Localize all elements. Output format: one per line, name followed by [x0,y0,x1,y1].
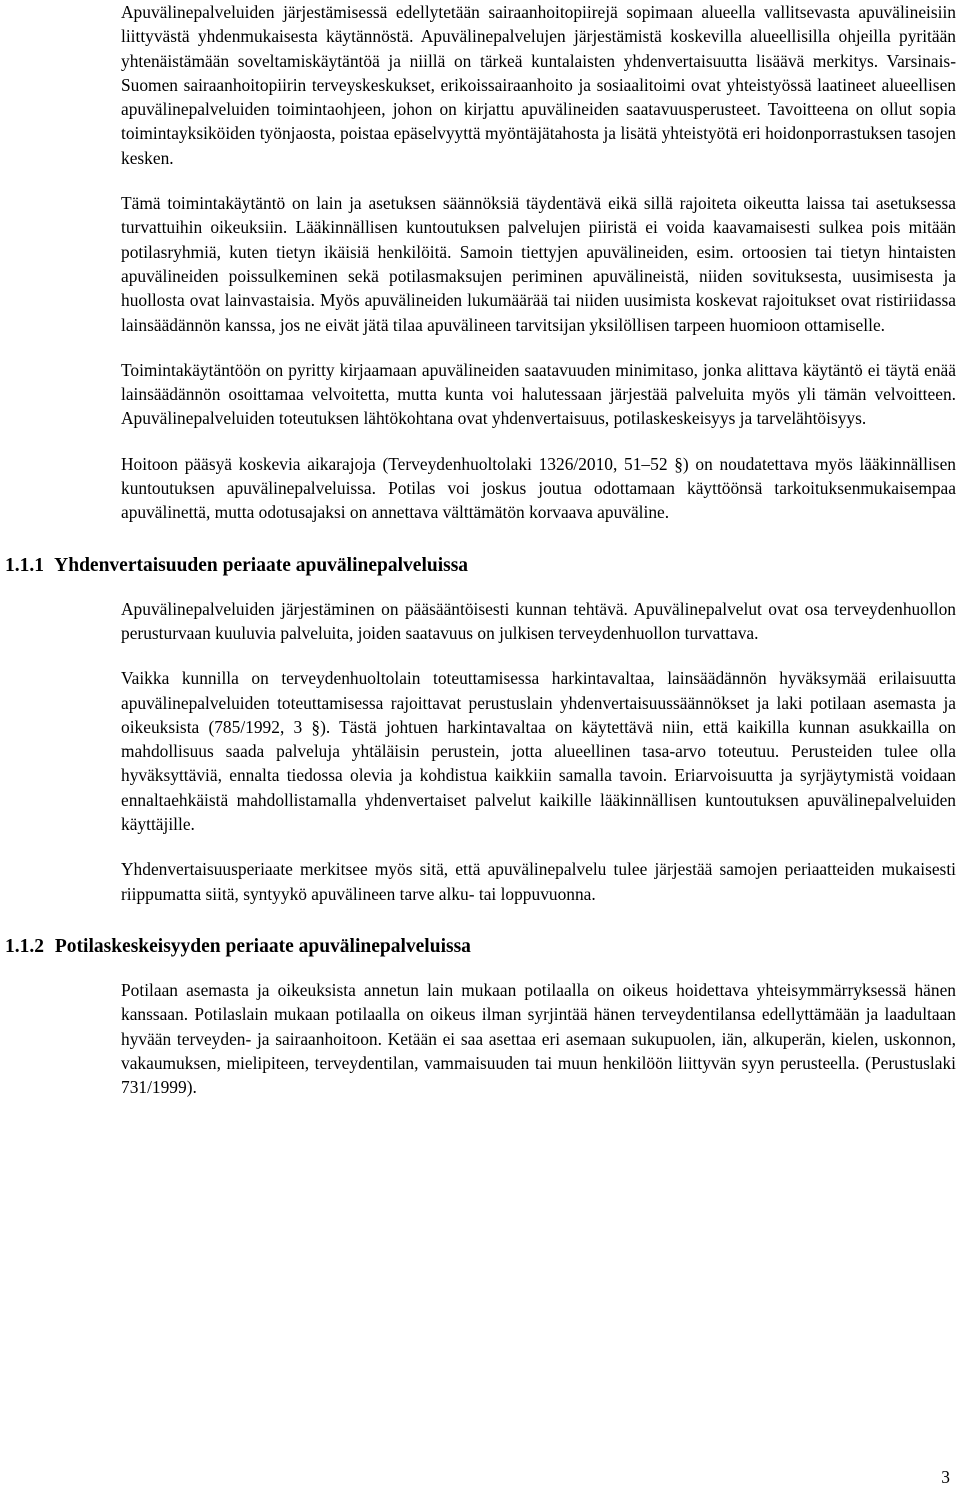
paragraph: Potilaan asemasta ja oikeuksista annetun lain mukaan potilaalla on oikeus hoidettava yhteisymmärryksessä hänen kanssaan. Potilaslain mukaan potilaalla on oikeus ilman syrjintää hänen terveydentilansa edellyttämään ja laadultaan hyvään terveyden- ja sairaanhoitoon. Ketään ei saa asettaa eri asemaan sukupuolen, iän, alkuperän, kielen, uskonnon, vakaumuksen, mielipiteen, terveydentilan, vammaisuuden tai muun henkilöön liittyvän syyn perusteella. (Perustuslaki 731/1999). [121,979,956,1098]
document-body [5,0,956,1120]
section-number: 1.1.1 [5,554,44,576]
paragraph: Vaikka kunnilla on terveydenhuoltolain toteuttamisessa harkintavaltaa, lainsäädännön hyväksymää erilaisuutta apuvälinepalveluiden toteuttamisessa rajoittavat perustuslain yhdenvertaisuussäännökset ja laki potilaan asemasta ja oikeuksista (785/1992, 3 §). Tästä johtuen harkintavaltaa on käytettävä niin, että kaikilla kunnan asukkailla on mahdollisuus saada palveluja yhtäläisin perustein, jotta alueellinen tasa-arvo toteutuu. Perusteiden tulee olla hyväksyttäviä, ennalta tiedossa olevia ja kohdistua kaikkiin samalla tavoin. Eriarvoisuutta ja syrjäytymistä voidaan ennaltaehkäistä mahdollistamalla yhdenvertaiset palvelut kaikille lääkinnällisen kuntoutuksen apuvälinepalveluiden käyttäjille. [121,668,956,835]
section-number: 1.1.2 [5,935,44,957]
section-heading-1-1-1 [5,553,956,579]
paragraph: Apuvälinepalveluiden järjestäminen on pääsääntöisesti kunnan tehtävä. Apuvälinepalvelut ovat osa terveydenhuollon perusturvaan kuuluvia palveluita, joiden saatavuus on julkisen terveydenhuollon turvattava. [121,598,956,643]
paragraph: Hoitoon pääsyä koskevia aikarajoja (Terveydenhuoltolaki 1326/2010, 51–52 §) on noudatettava myös lääkinnällisen kuntoutuksen apuvälinepalveluissa. Potilas voi joskus joutua odottamaan käyttöönsä tarkoituksenmukaisempaa apuvälinettä, mutta odotusajaksi on annettava välttämätön korvaava apuväline. [121,453,956,523]
paragraph: Toimintakäytäntöön on pyritty kirjaamaan apuvälineiden saatavuuden minimitaso, jonka alittava käytäntö ei täytä enää lainsäädännön osoittamaa velvoitetta, mutta kunta voi halutessaan järjestää palveluita myös yli tämän velvoitteen. Apuvälinepalveluiden toteutuksen lähtökohtana ovat yhdenvertaisuus, potilaskeskeisyys ja tarvelähtöisyys. [121,359,956,429]
paragraph: Tämä toimintakäytäntö on lain ja asetuksen säännöksiä täydentävä eikä sillä rajoiteta oikeutta laissa tai asetuksessa turvattuihin oikeuksiin. Lääkinnällisen kuntoutuksen palvelujen piiristä ei voida kaavamaisesti sulkea pois mitään potilasryhmiä, kuten tietyn ikäisiä henkilöitä. Samoin tiettyjen apuvälineiden, esim. ortoosien tai tietyn hintaisten apuvälineiden poissulkeminen sekä potilasmaksujen periminen apuvälineistä, niiden sovituksesta, uusimisesta ja huollosta ovat lainvastaisia. Myös apuvälineiden lukumäärää tai niiden uusimista koskevat rajoitukset ovat ristiriidassa lainsäädännön kanssa, jos ne eivät jätä tilaa apuvälineen tarvitsijan yksilöllisen tarpeen huomioon ottamiselle. [121,193,956,335]
page-number: 3 [941,1467,950,1487]
paragraph: Yhdenvertaisuusperiaate merkitsee myös sitä, että apuvälinepalvelu tulee järjestää samojen periaatteiden mukaisesti riippumatta siitä, syntyykö apuvälineen tarve alku- tai loppuvuonna. [121,859,956,904]
section-heading-1-1-2 [5,934,956,960]
section-title: Potilaskeskeisyyden periaate apuvälinepalveluissa [54,935,471,957]
section-title: Yhdenvertaisuuden periaate apuvälinepalveluissa [54,554,469,576]
paragraph: Apuvälinepalveluiden järjestämisessä edellytetään sairaanhoitopiirejä sopimaan alueella vallitsevasta apuvälineisiin liittyvästä yhdenmukaisesta käytännöstä. Apuvälinepalvelujen järjestämistä koskevilla alueellisilla ohjeilla pyritään yhtenäistämään soveltamiskäytäntöä ja niillä on tärkeä kuntalaisten yhdenvertaisuutta lisäävä merkitys. Varsinais-Suomen sairaanhoitopiirin terveyskeskukset, erikoissairaanhoito ja sosiaalitoimi ovat yhteistyössä laatineet alueellisen apuvälinepalveluiden toimintaohjeen, johon on kirjattu apuvälineiden saatavuusperusteet. Tavoitteena on ollut sopia toimintayksiköiden työnjaosta, poistaa epäselvyyttä myöntäjätahosta ja lisätä yhteistyötä eri hoidonporrastuksen tasojen kesken. [121,2,956,168]
